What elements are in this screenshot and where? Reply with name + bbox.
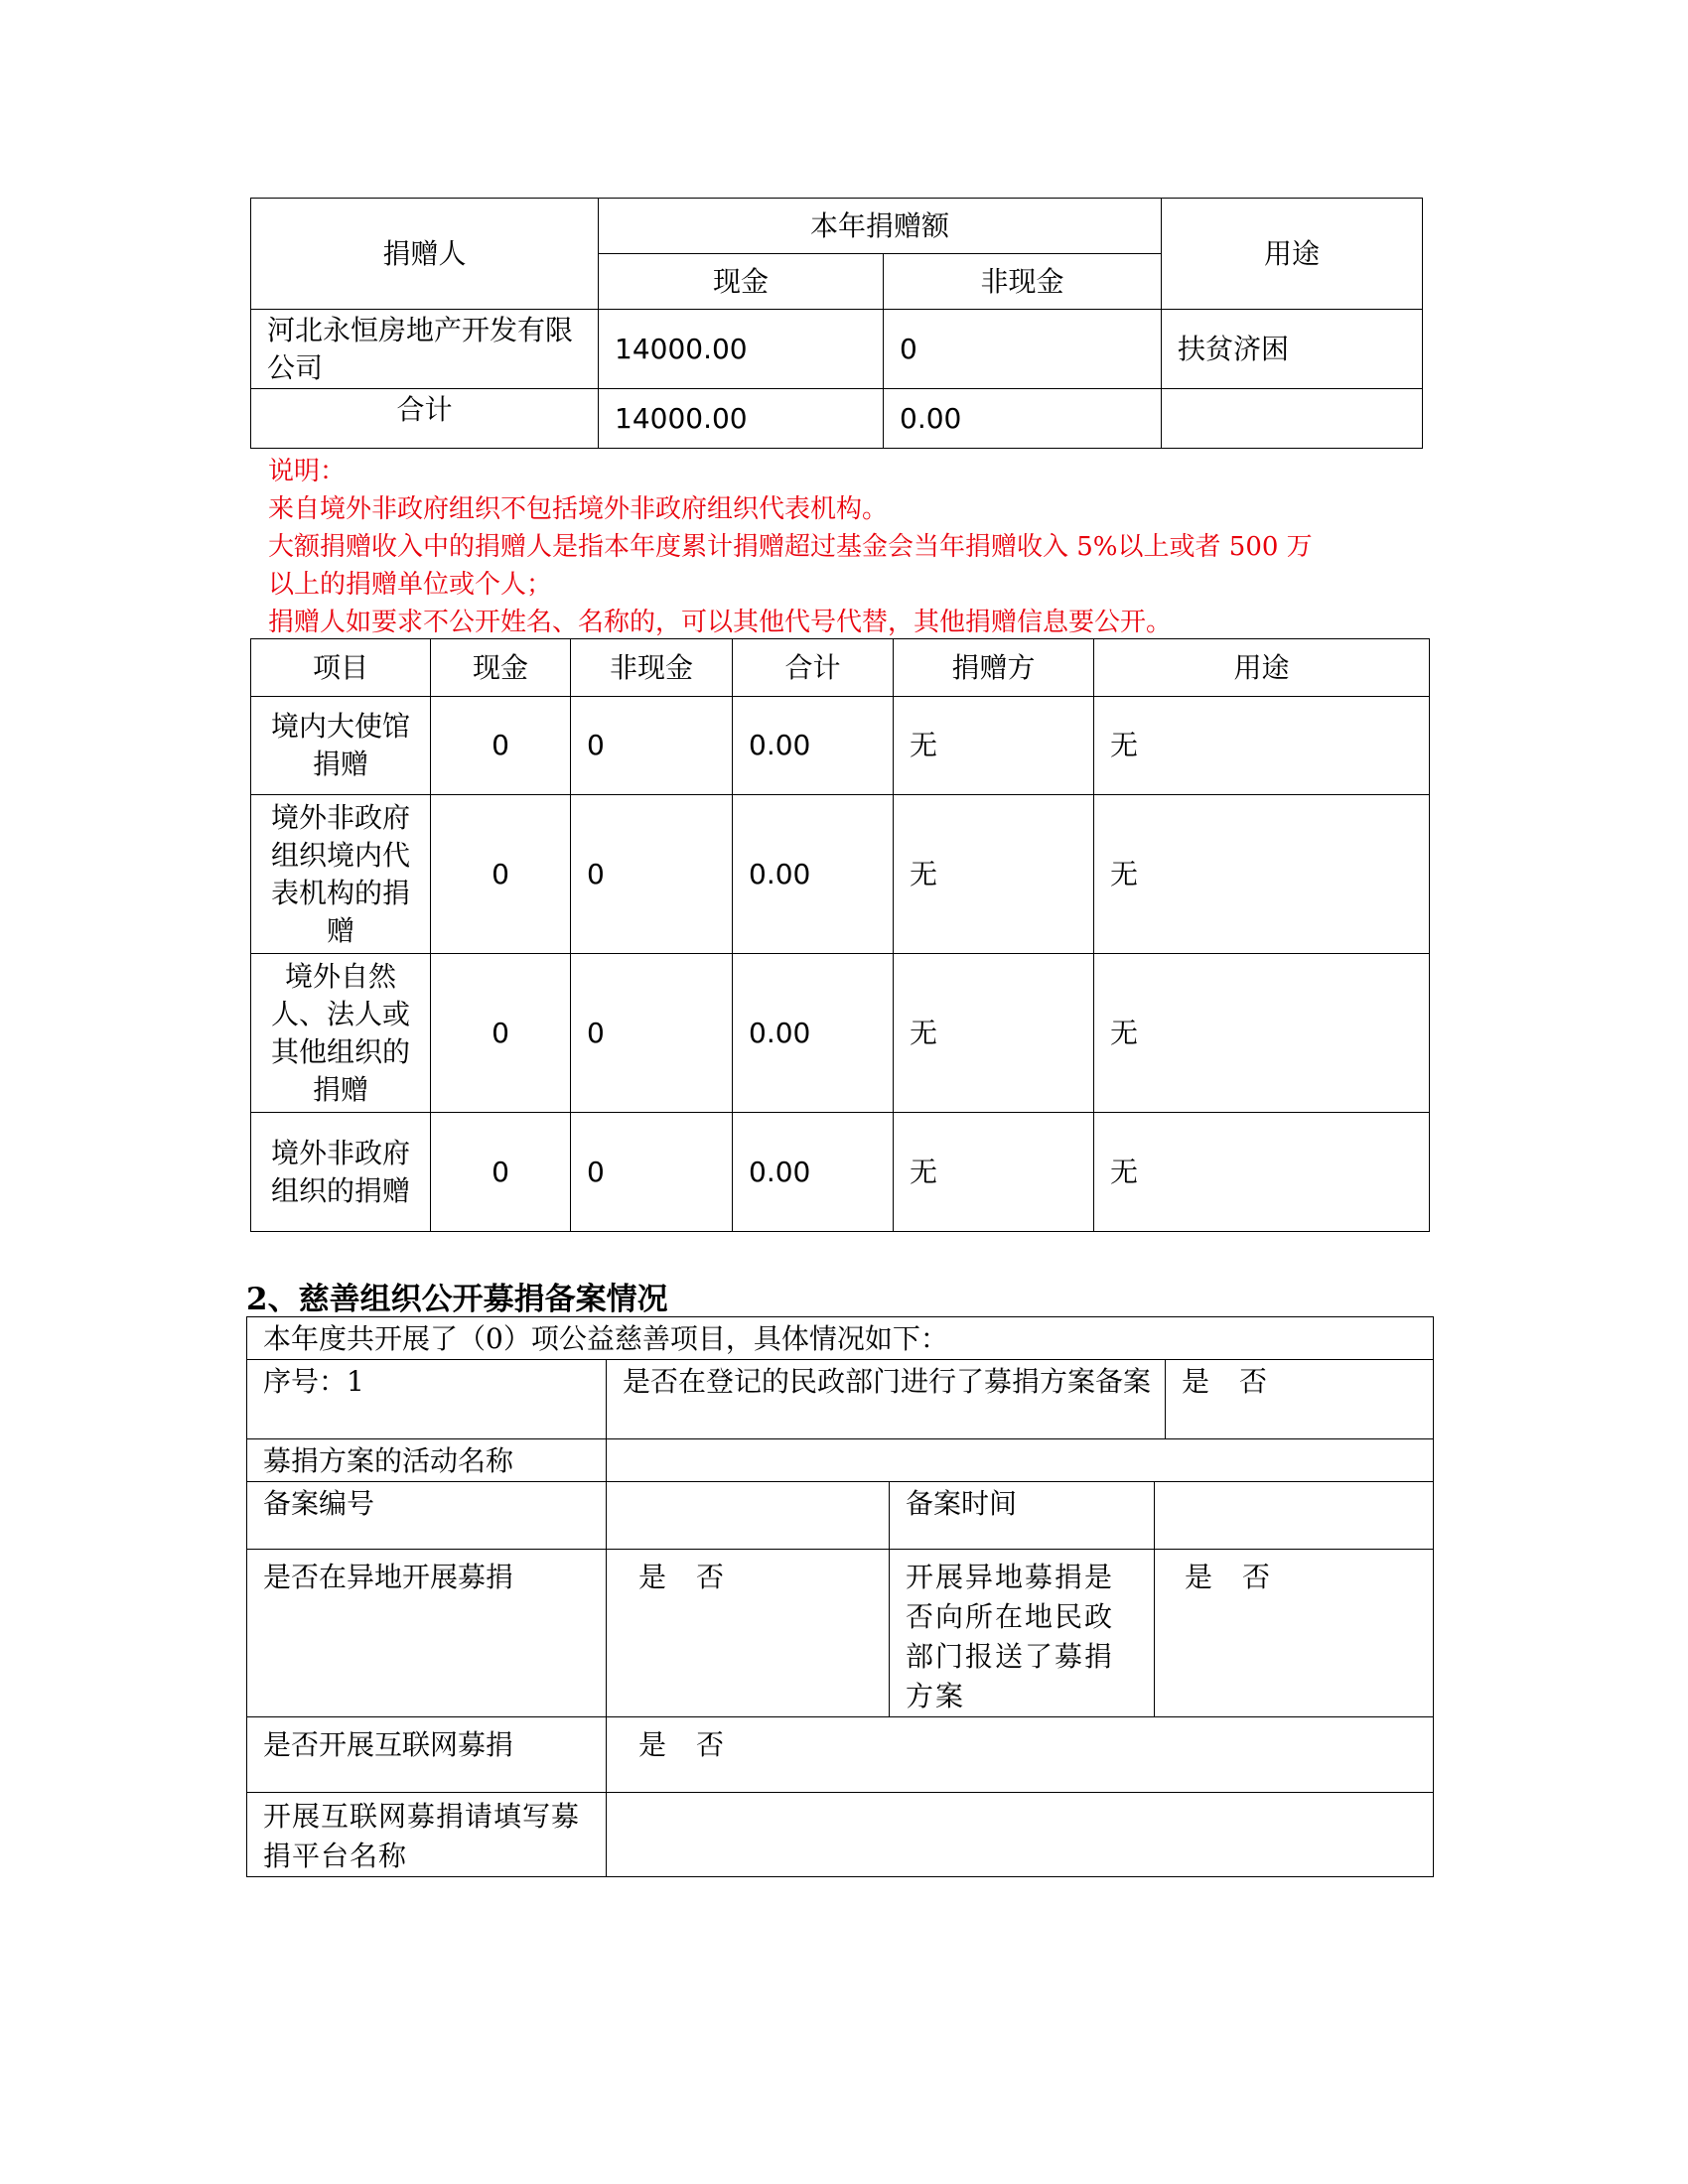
- note-line: 来自境外非政府组织不包括境外非政府组织代表机构。: [268, 494, 889, 524]
- platform-label: 开展互联网募捐请填写募捐平台名称: [247, 1793, 607, 1877]
- activity-name-value[interactable]: [607, 1439, 1434, 1482]
- header-item: 项目: [251, 639, 431, 697]
- donor-value: 无: [894, 954, 1094, 1113]
- table-row: [251, 697, 1430, 795]
- cash-value: 14000.00: [599, 310, 884, 389]
- header-noncash: 非现金: [884, 254, 1162, 310]
- cash-value: 0: [431, 697, 571, 795]
- record-time-label: 备案时间: [890, 1482, 1155, 1550]
- table-row: [251, 954, 1430, 1113]
- no-option[interactable]: 否: [696, 1561, 725, 1593]
- table-row: [251, 310, 1423, 389]
- note-line: 捐赠人如要求不公开姓名、名称的，可以其他代号代替，其他捐赠信息要公开。: [268, 608, 1173, 637]
- filed-question: 是否在登记的民政部门进行了募捐方案备案: [607, 1360, 1166, 1439]
- header-donor: 捐赠人: [251, 199, 599, 310]
- notes: [268, 453, 1440, 641]
- noncash-value: 0: [571, 1113, 733, 1232]
- item-name: 境外非政府组织的捐赠: [251, 1113, 431, 1232]
- use-value: 扶贫济困: [1162, 310, 1423, 389]
- use-value: 无: [1094, 954, 1430, 1113]
- donor-name: 河北永恒房地产开发有限公司: [251, 310, 599, 389]
- use-value: 无: [1094, 697, 1430, 795]
- total-value: 0.00: [733, 1113, 894, 1232]
- item-name: 境内大使馆捐赠: [251, 697, 431, 795]
- remote-label: 是否在异地开展募捐: [247, 1550, 607, 1717]
- header-amount: 本年捐赠额: [599, 199, 1162, 254]
- total-cash: 14000.00: [599, 389, 884, 449]
- cash-value: 0: [431, 795, 571, 954]
- sequence-number: 序号：1: [247, 1360, 607, 1439]
- remote-report-label: 开展异地募捐是否向所在地民政部门报送了募捐方案: [890, 1550, 1155, 1717]
- header-total: 合计: [733, 639, 894, 697]
- donor-table: [250, 198, 1423, 449]
- total-use: [1162, 389, 1423, 449]
- header-use: 用途: [1162, 199, 1423, 310]
- yes-option[interactable]: 是: [638, 1561, 667, 1593]
- donor-value: 无: [894, 697, 1094, 795]
- total-value: 0.00: [733, 697, 894, 795]
- record-number-label: 备案编号: [247, 1482, 607, 1550]
- header-cash: 现金: [599, 254, 884, 310]
- yes-option[interactable]: 是: [1185, 1561, 1213, 1593]
- donor-value: 无: [894, 1113, 1094, 1232]
- remote-yes-no: [607, 1550, 890, 1717]
- yes-option[interactable]: 是: [638, 1728, 667, 1761]
- filed-yes-no: [1166, 1360, 1434, 1439]
- record-number-value[interactable]: [607, 1482, 890, 1550]
- noncash-value: 0: [571, 795, 733, 954]
- noncash-value: 0: [571, 954, 733, 1113]
- header-use: 用途: [1094, 639, 1430, 697]
- use-value: 无: [1094, 795, 1430, 954]
- no-option[interactable]: 否: [696, 1728, 725, 1761]
- no-option[interactable]: 否: [1239, 1365, 1268, 1398]
- foreign-donation-table: [250, 638, 1430, 1232]
- cash-value: 0: [431, 1113, 571, 1232]
- note-line: 说明：: [268, 457, 347, 486]
- header-noncash: 非现金: [571, 639, 733, 697]
- table-row: [251, 795, 1430, 954]
- total-value: 0.00: [733, 795, 894, 954]
- use-value: 无: [1094, 1113, 1430, 1232]
- total-noncash: 0.00: [884, 389, 1162, 449]
- intro-text: 本年度共开展了（0）项公益慈善项目，具体情况如下：: [247, 1317, 1434, 1360]
- remote-report-yes-no: [1155, 1550, 1434, 1717]
- noncash-value: 0: [884, 310, 1162, 389]
- header-donor: 捐赠方: [894, 639, 1094, 697]
- table-row: [251, 1113, 1430, 1232]
- total-row: [251, 389, 1423, 449]
- cash-value: 0: [431, 954, 571, 1113]
- yes-option[interactable]: 是: [1182, 1365, 1210, 1398]
- total-value: 0.00: [733, 954, 894, 1113]
- fundraising-filing-table: [246, 1316, 1434, 1877]
- activity-name-label: 募捐方案的活动名称: [247, 1439, 607, 1482]
- header-cash: 现金: [431, 639, 571, 697]
- platform-value[interactable]: [607, 1793, 1434, 1877]
- total-label: 合计: [251, 389, 599, 449]
- item-name: 境外自然人、法人或其他组织的捐赠: [251, 954, 431, 1113]
- note-line: 大额捐赠收入中的捐赠人是指本年度累计捐赠超过基金会当年捐赠收入 5%以上或者 500 万: [268, 532, 1313, 562]
- note-line: 以上的捐赠单位或个人；: [268, 570, 553, 600]
- noncash-value: 0: [571, 697, 733, 795]
- record-time-value[interactable]: [1155, 1482, 1434, 1550]
- item-name: 境外非政府组织境内代表机构的捐赠: [251, 795, 431, 954]
- section-heading: 2、慈善组织公开募捐备案情况: [246, 1282, 668, 1317]
- donor-value: 无: [894, 795, 1094, 954]
- internet-label: 是否开展互联网募捐: [247, 1717, 607, 1793]
- no-option[interactable]: 否: [1242, 1561, 1271, 1593]
- internet-yes-no: [607, 1717, 1434, 1793]
